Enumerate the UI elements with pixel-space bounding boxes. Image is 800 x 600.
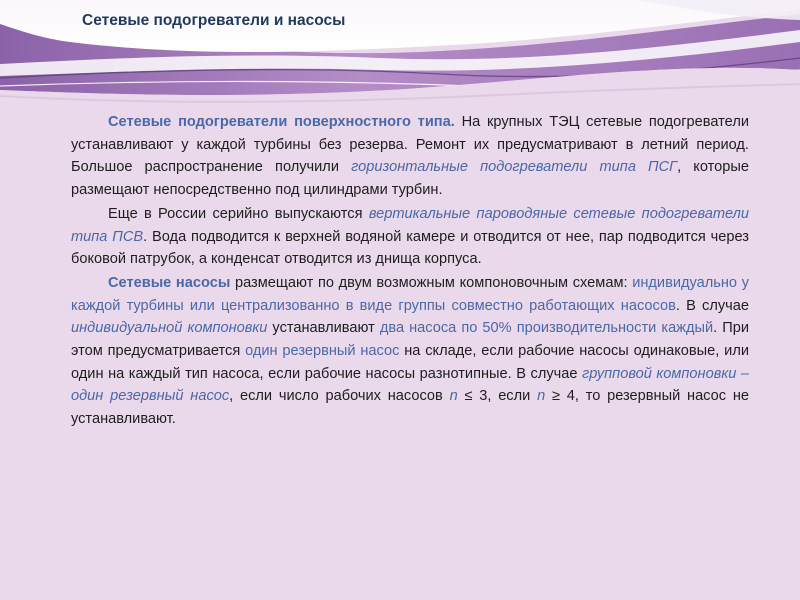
run-pumps-text-5: на складе, если рабочие насосы одинаковые, или один на каждый тип насоса, если рабочие насосы разнотипные. В случае — [71, 343, 749, 382]
run-heaters-text: На крупных ТЭЦ сетевые подогреватели устанавливают у каждой турбины без резерва. Ремонт их предусматривают в летний период. Большое распространение получили — [71, 114, 749, 176]
run-group-layout: групповой компоновки – один резервный насос — [71, 365, 749, 405]
run-two-pumps: два насоса по 50% производительности каждый — [379, 320, 714, 337]
run-heaters-heading: Сетевые подогреватели поверхностного типа. — [108, 114, 455, 130]
paragraph-heaters — [71, 111, 749, 202]
run-pumps-schemes: индивидуально у каждой турбины или централизованно в виде группы совместно работающих насосов — [71, 274, 750, 314]
run-psg-type: горизонтальные подогреватели типа ПСГ — [351, 159, 678, 176]
run-pumps-text-1: размещают по двум возможным компоновочным схемам: — [230, 274, 633, 291]
run-psv-type: вертикальные пароводяные сетевые подогреватели типа ПСВ — [71, 205, 749, 245]
paragraph-pumps — [71, 272, 749, 431]
run-individual-layout: индивидуальной компоновки — [71, 320, 268, 337]
slide-title: Сетевые подогреватели и насосы — [82, 12, 346, 29]
slide-body — [71, 111, 749, 432]
run-n-symbol-2: n — [537, 388, 546, 405]
run-psv-intro: Еще в России серийно выпускаются — [108, 205, 369, 222]
run-pumps-text-3: устанавливают — [267, 320, 380, 337]
run-psv-text: . Вода подводится к верхней водяной камере и отводится от нее, пар подводится через боковой патрубок, а конденсат отводится из днища корпуса. — [71, 228, 749, 268]
run-heaters-end: , которые размещают непосредственно под цилиндрами турбин. — [71, 159, 749, 199]
run-pumps-text-4: . При этом предусматривается — [71, 320, 749, 360]
run-pumps-text-8: ≥ 4, то резервный насос не устанавливают. — [71, 388, 750, 428]
run-n-symbol-1: n — [449, 388, 458, 405]
run-one-reserve: один резервный насос — [245, 343, 400, 360]
run-pumps-text-2: . В случае — [675, 297, 750, 314]
run-pumps-text-6: , если число рабочих насосов — [229, 388, 450, 405]
run-pumps-heading: Сетевые насосы — [108, 274, 231, 291]
paragraph-vertical-heaters — [71, 203, 749, 271]
run-pumps-text-7: ≤ 3, если — [457, 388, 538, 405]
